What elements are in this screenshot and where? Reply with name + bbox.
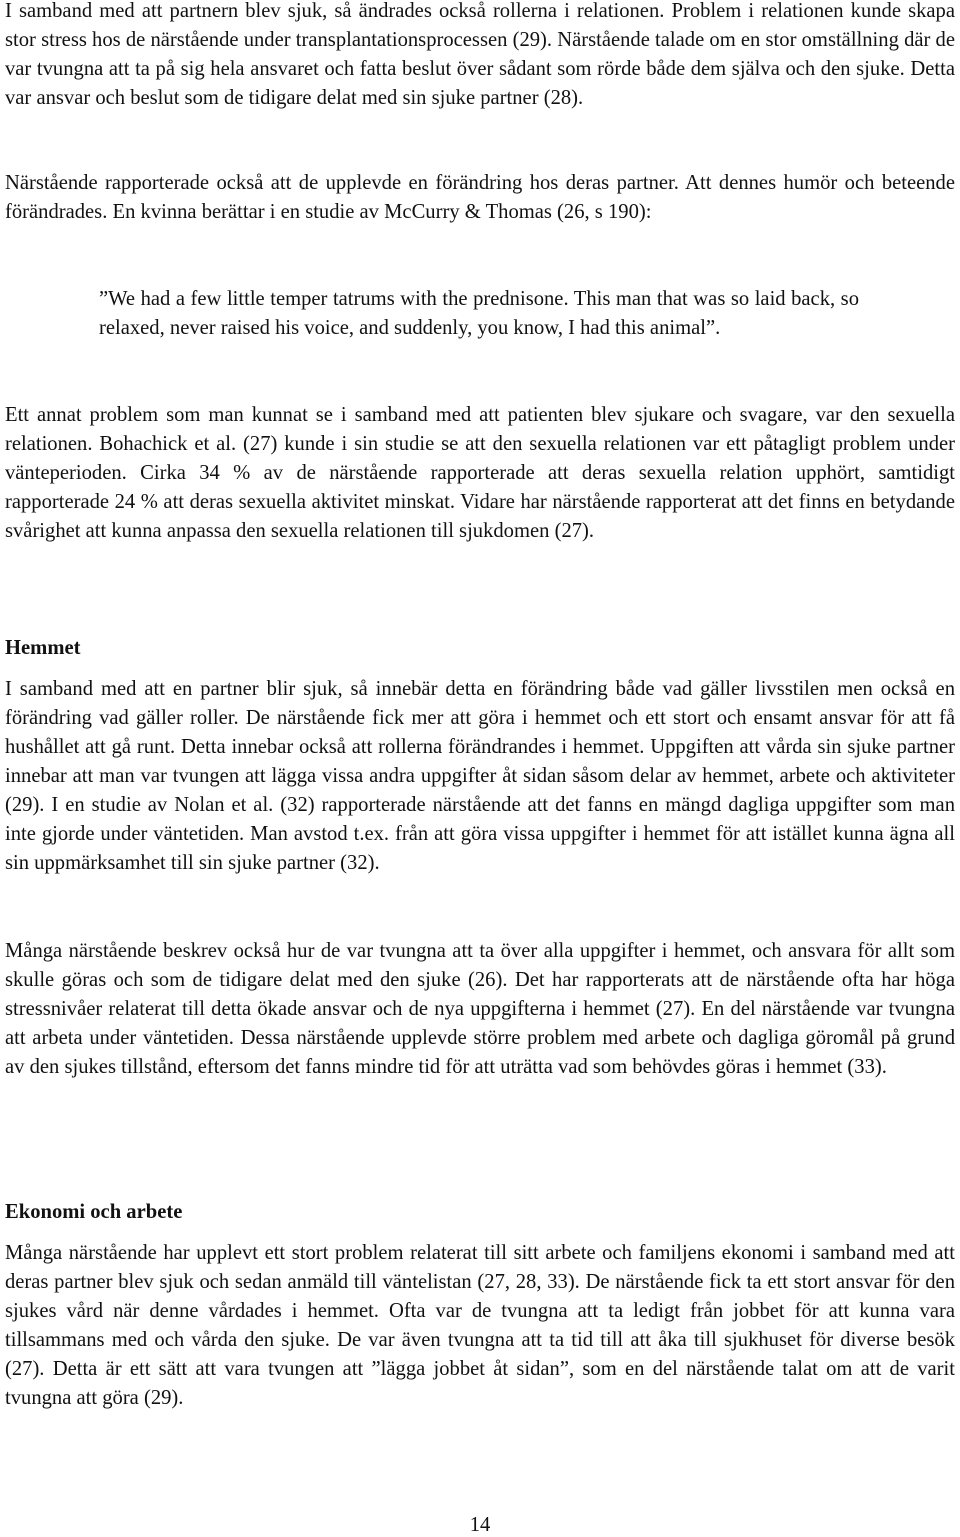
paragraph-sexual-relation: Ett annat problem som man kunnat se i samband med att patienten blev sjukare och svagare, var den sexuella relationen. Bohachick et al. (27) kunde i sin studie se att den sexuella relationen var ett påtagligt problem under vänteperioden. Cirka 34 % av de närstående rapporterade att deras sexuella relation upphört, samtidigt rapporterade 24 % att deras sexuella aktivitet minskat. Vidare har närstående rapporterat att det finns en betydande svårighet att kunna anpassa den sexuella relationen till sjukdomen (27). — [5, 404, 955, 542]
paragraph-hemmet-tasks: Många närstående beskrev också hur de var tvungna att ta över alla uppgifter i hemmet, och ansvara för allt som skulle göras och som de tidigare delat med den sjuke (26). Det har rapporterats att de närstående ofta har höga stressnivåer relaterat till detta ökade ansvar och de nya uppgifterna i hemmet (27). En del närstående var tvungna att arbeta under väntetiden. Dessa närstående upplevde större problem med arbete och dagliga göromål på grund av den sjukes tillstånd, eftersom det fanns mindre tid för att uträtta vad som behövdes göras i hemmet (33). — [5, 940, 955, 1078]
block-quote: ”We had a few little temper tatrums with the prednisone. This man that was so laid back, so relaxed, never raised his voice, and suddenly, you know, I had this animal”. — [99, 288, 859, 339]
paragraph-relation-roles: I samband med att partnern blev sjuk, så ändrades också rollerna i relationen. Problem i relationen kunde skapa stor stress hos de närstående under transplantationsprocessen (29). Närstående talade om en stor omställning där de var tvungna att ta på sig hela ansvaret och fatta beslut över sådant som rörde både dem själva och den sjuke. Detta var ansvar och beslut som de tidigare delat med sin sjuke partner (28). — [5, 0, 955, 109]
paragraph-partner-change: Närstående rapporterade också att de upplevde en förändring hos deras partner. Att dennes humör och beteende förändrades. En kvinna berättar i en studie av McCurry & Thomas (26, s 190): — [5, 172, 955, 223]
heading-hemmet: Hemmet — [5, 637, 81, 659]
paragraph-hemmet-roles: I samband med att en partner blir sjuk, så innebär detta en förändring både vad gäller livsstilen men också en förändring vad gäller roller. De närstående fick mer att göra i hemmet och ett stort och ensamt ansvar för att få hushållet att gå runt. Detta innebar också att rollerna förändrandes i hemmet. Uppgiften att vårda sin sjuke partner innebar att man var tvungen att lägga vissa andra uppgifter åt sidan såsom delar av hemmet, arbete och aktiviteter (29). I en studie av Nolan et al. (32) rapporterade närstående att det fanns en mängd dagliga uppgifter som man inte gjorde under väntetiden. Man avstod t.ex. från att göra vissa uppgifter i hemmet för att istället kunna ägna all sin uppmärksamhet till sin sjuke partner (32). — [5, 678, 955, 874]
heading-ekonomi-och-arbete: Ekonomi och arbete — [5, 1201, 183, 1223]
page-number: 14 — [469, 1514, 491, 1536]
paragraph-ekonomi: Många närstående har upplevt ett stort problem relaterat till sitt arbete och familjens ekonomi i samband med att deras partner blev sjuk och sedan anmäld till väntelistan (27, 28, 33). De närstående fick ta ett stort ansvar för den sjukes vård när denne vårdades i hemmet. Ofta var de tvungna att ta ledigt från jobbet för att kunna vara tillsammans med och vårda den sjuke. De var även tvungna att ta tid till att åka till sjukhuset för diverse besök (27). Detta är ett sätt att vara tvungen att ”lägga jobbet åt sidan”, som en del närstående talat om att de varit tvungna att göra (29). — [5, 1242, 955, 1409]
